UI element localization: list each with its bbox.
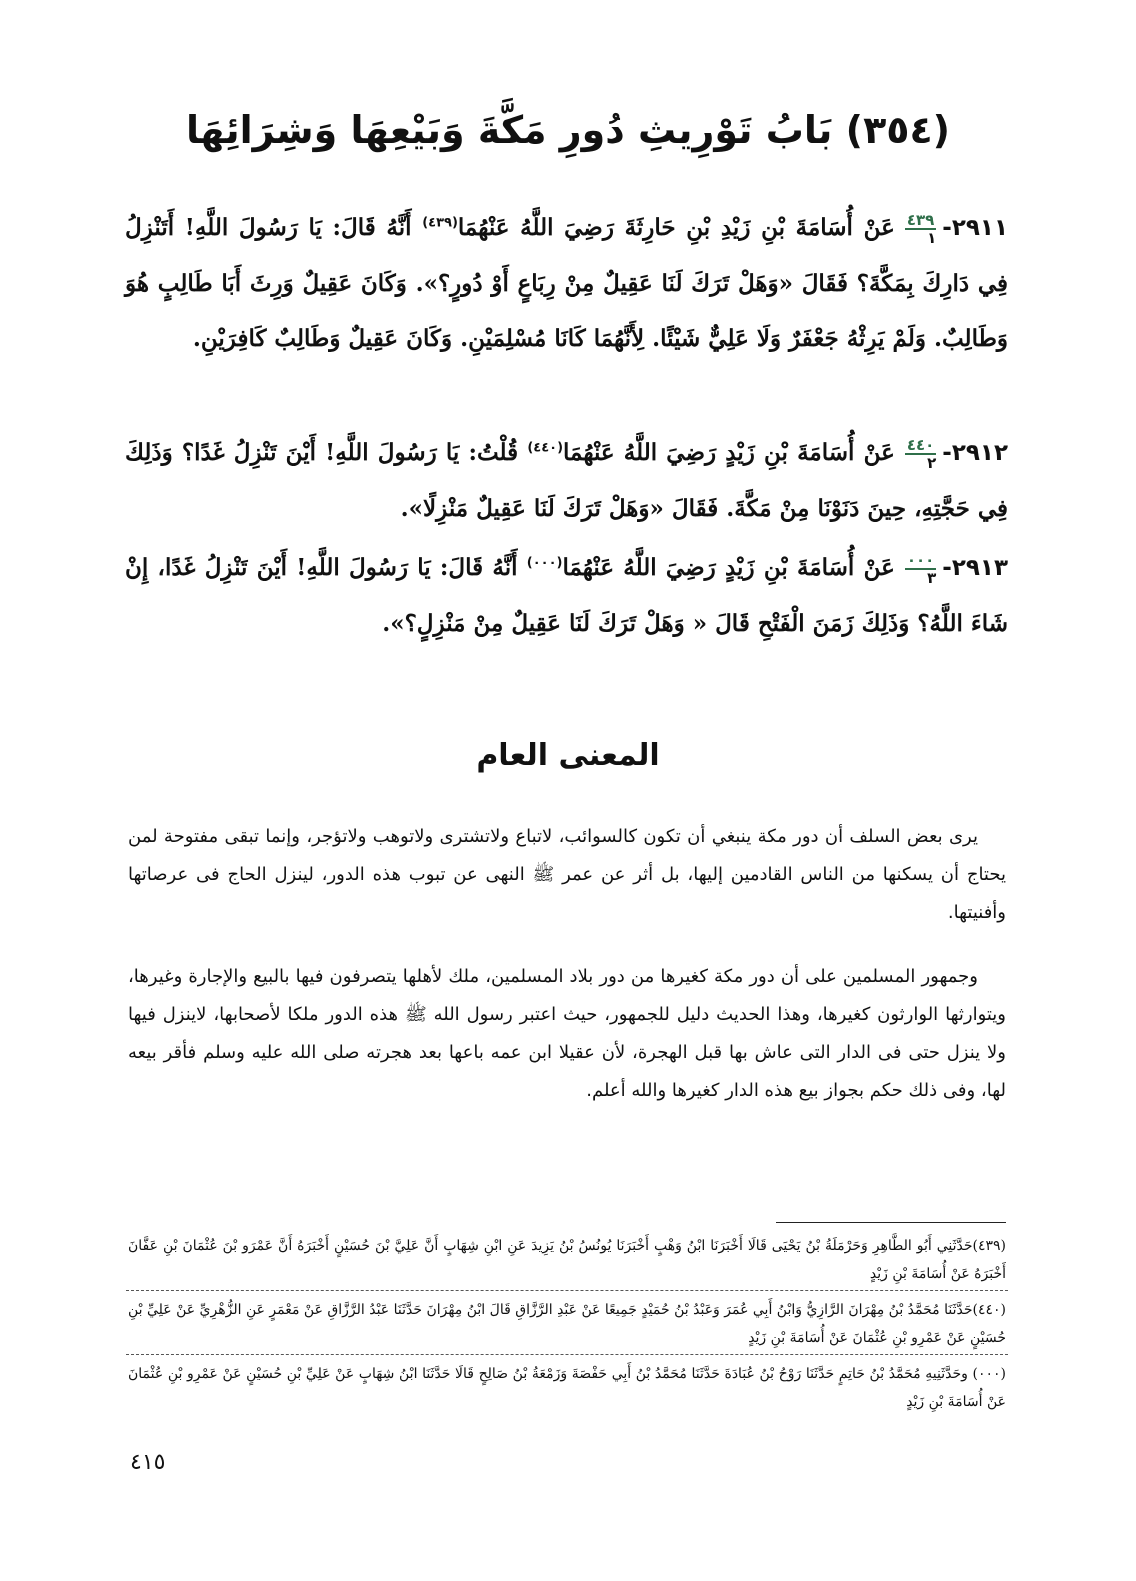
chapter-title: (٣٥٤) بَابُ تَوْرِيثِ دُورِ مَكَّةَ وَبَيْعِهَا وَشِرَائِهَا [185,108,951,152]
hadith-2913 [125,540,1008,651]
footnote-reference[interactable]: (٤٣٩) [422,215,458,231]
footnote-439: (٤٣٩)حَدَّثَنِي أَبُو الطَّاهِرِ وَحَرْمَلَةُ بْنُ يَحْيَى قَالَا أَخْبَرَنَا ابْنُ وَهْبٍ أَخْبَرَنَا يُونُسُ بْنُ يَزِيدَ عَنِ ابْنِ شِهَابٍ أَنَّ عَلِيَّ بْنَ حُسَيْنٍ أَخْبَرَهُ أَنَّ عَمْرَو بْنَ عُثْمَانَ بْنِ عَفَّانَ أَخْبَرَهُ عَنْ أُسَامَةَ بْنِ زَيْدٍ [128,1238,1006,1282]
hadith-text-before: عَنْ أُسَامَةَ بْنِ زَيْدٍ رَضِيَ اللَّهُ عَنْهُمَا [563,439,895,466]
footnote-reference[interactable]: (٤٤٠) [527,440,564,456]
hadith-text-before: عَنْ أُسَامَةَ بْنِ زَيْدٍ رَضِيَ اللَّهُ عَنْهُمَا [562,554,895,581]
hadith-text-after: قُلْتُ: يَا رَسُولَ اللَّهِ! أَيْنَ تَنْزِلُ غَدًا؟ وَذَلِكَ فِي حَجَّتِهِ، حِينَ دَنَوْنَا مِنْ مَكَّةَ. فَقَالَ «وَهَلْ تَرَكَ لَنَا عَقِيلٌ مَنْزِلًا». [125,439,1008,522]
footnote-reference[interactable]: (٠٠٠) [526,555,563,571]
hadith-number: ٢٩١١- [942,215,1008,241]
footnote-divider [126,1290,1008,1291]
hadith-text-after: أَنَّهُ قَالَ: يَا رَسُولَ اللَّهِ! أَتَنْزِلُ فِي دَارِكَ بِمَكَّةَ؟ فَقَالَ «وَهَلْ تَرَكَ لَنَا عَقِيلٌ مِنْ رِبَاعٍ أَوْ دُورٍ؟». وَكَانَ عَقِيلٌ وَرِثَ أَبَا طَالِبٍ هُوَ وَطَالِبٌ. وَلَمْ يَرِثْهُ جَعْفَرٌ وَلَا عَلِيٌّ شَيْئًا. لِأَنَّهُمَا كَانَا مُسْلِمَيْنِ. وَكَانَ عَقِيلٌ وَطَالِبٌ كَافِرَيْنِ. [125,214,1008,352]
commentary-paragraph: يرى بعض السلف أن دور مكة ينبغي أن تكون كالسوائب، لاتباع ولاتشترى ولاتوهب ولاتؤجر، وإنما تبقى مفتوحة لمن يحتاج أن يسكنها من الناس القادمين إليها، بل أثر عن عمر ﷺ النهى عن تبوب هذه الدور، لينزل الحاج فى عرصاتها وأفنيتها. [128,826,1006,923]
footnote-divider [126,1354,1008,1355]
section-title: المعنى العام [476,738,660,773]
hadith-sub-number [905,212,936,246]
hadith-sub-bottom: ٢ [927,454,937,472]
hadith-sub-top: ٠٠٠ [906,551,935,569]
hadith-sub-top: ٤٤٠ [906,436,935,454]
hadith-sub-bottom: ١ [927,229,937,247]
hadith-number: ٢٩١٣- [942,555,1008,581]
footnote-separator [776,1222,1006,1223]
hadith-sub-number [905,437,936,471]
footnote-440: (٤٤٠)حَدَّثَنَا مُحَمَّدُ بْنُ مِهْرَانَ الرَّازِيُّ وَابْنُ أَبِي عُمَرَ وَعَبْدُ بْنُ حُمَيْدٍ جَمِيعًا عَنْ عَبْدِ الرَّزَّاقِ قَالَ ابْنُ مِهْرَانَ حَدَّثَنَا عَبْدُ الرَّزَّاقِ عَنْ مَعْمَرٍ عَنِ الزُّهْرِيِّ عَنْ عَلِيِّ بْنِ حُسَيْنٍ عَنْ عَمْرِو بْنِ عُثْمَانَ عَنْ أُسَامَةَ بْنِ زَيْدٍ [127,1302,1006,1346]
hadith-2912 [125,425,1008,536]
hadith-number: ٢٩١٢- [942,440,1008,466]
footnote-000: (٠٠٠) وحَدَّثَنِيهِ مُحَمَّدُ بْنُ حَاتِمٍ حَدَّثَنَا رَوْحُ بْنُ عُبَادَةَ حَدَّثَنَا مُحَمَّدُ بْنُ أَبِي حَفْصَةَ وَزَمْعَةُ بْنُ صَالِحٍ قَالَا حَدَّثَنَا ابْنُ شِهَابٍ عَنْ عَلِيِّ بْنِ حُسَيْنٍ عَنْ عَمْرِو بْنِ عُثْمَانَ عَنْ أُسَامَةَ بْنِ زَيْدٍ [128,1366,1006,1410]
hadith-text-before: عَنْ أُسَامَةَ بْنِ زَيْدِ بْنِ حَارِثَةَ رَضِيَ اللَّهُ عَنْهُمَا [457,214,895,241]
hadith-sub-number [905,552,936,586]
hadith-text-after: أَنَّهُ قَالَ: يَا رَسُولَ اللَّهِ! أَيْنَ تَنْزِلُ غَدًا، إِنْ شَاءَ اللَّهُ؟ وَذَلِكَ زَمَنَ الْفَتْحِ قَالَ « وَهَلْ تَرَكَ لَنَا عَقِيلٌ مِنْ مَنْزِلٍ؟». [125,554,1008,637]
hadith-2911 [125,200,1008,366]
hadith-sub-top: ٤٣٩ [906,211,935,229]
page-number: ٤١٥ [130,1450,166,1475]
hadith-sub-bottom: ٣ [927,569,937,587]
commentary-paragraph: وجمهور المسلمين على أن دور مكة كغيرها من دور بلاد المسلمين، ملك لأهلها يتصرفون فيها بالبيع والإجارة وغيرها، ويتوارثها الوارثون كغيرها، وهذا الحديث دليل للجمهور، حيث اعتبر رسول الله ﷺ هذه الدور ملكا لأصحابها، لاينزل فيها ولا ينزل حتى فى الدار التى عاش بها قبل الهجرة، لأن عقيلا ابن عمه باعها بعد هجرته صلى الله عليه وسلم فأقر بيعه لها، وفى ذلك حكم بجواز بيع هذه الدار كغيرها والله أعلم. [128,966,1006,1101]
